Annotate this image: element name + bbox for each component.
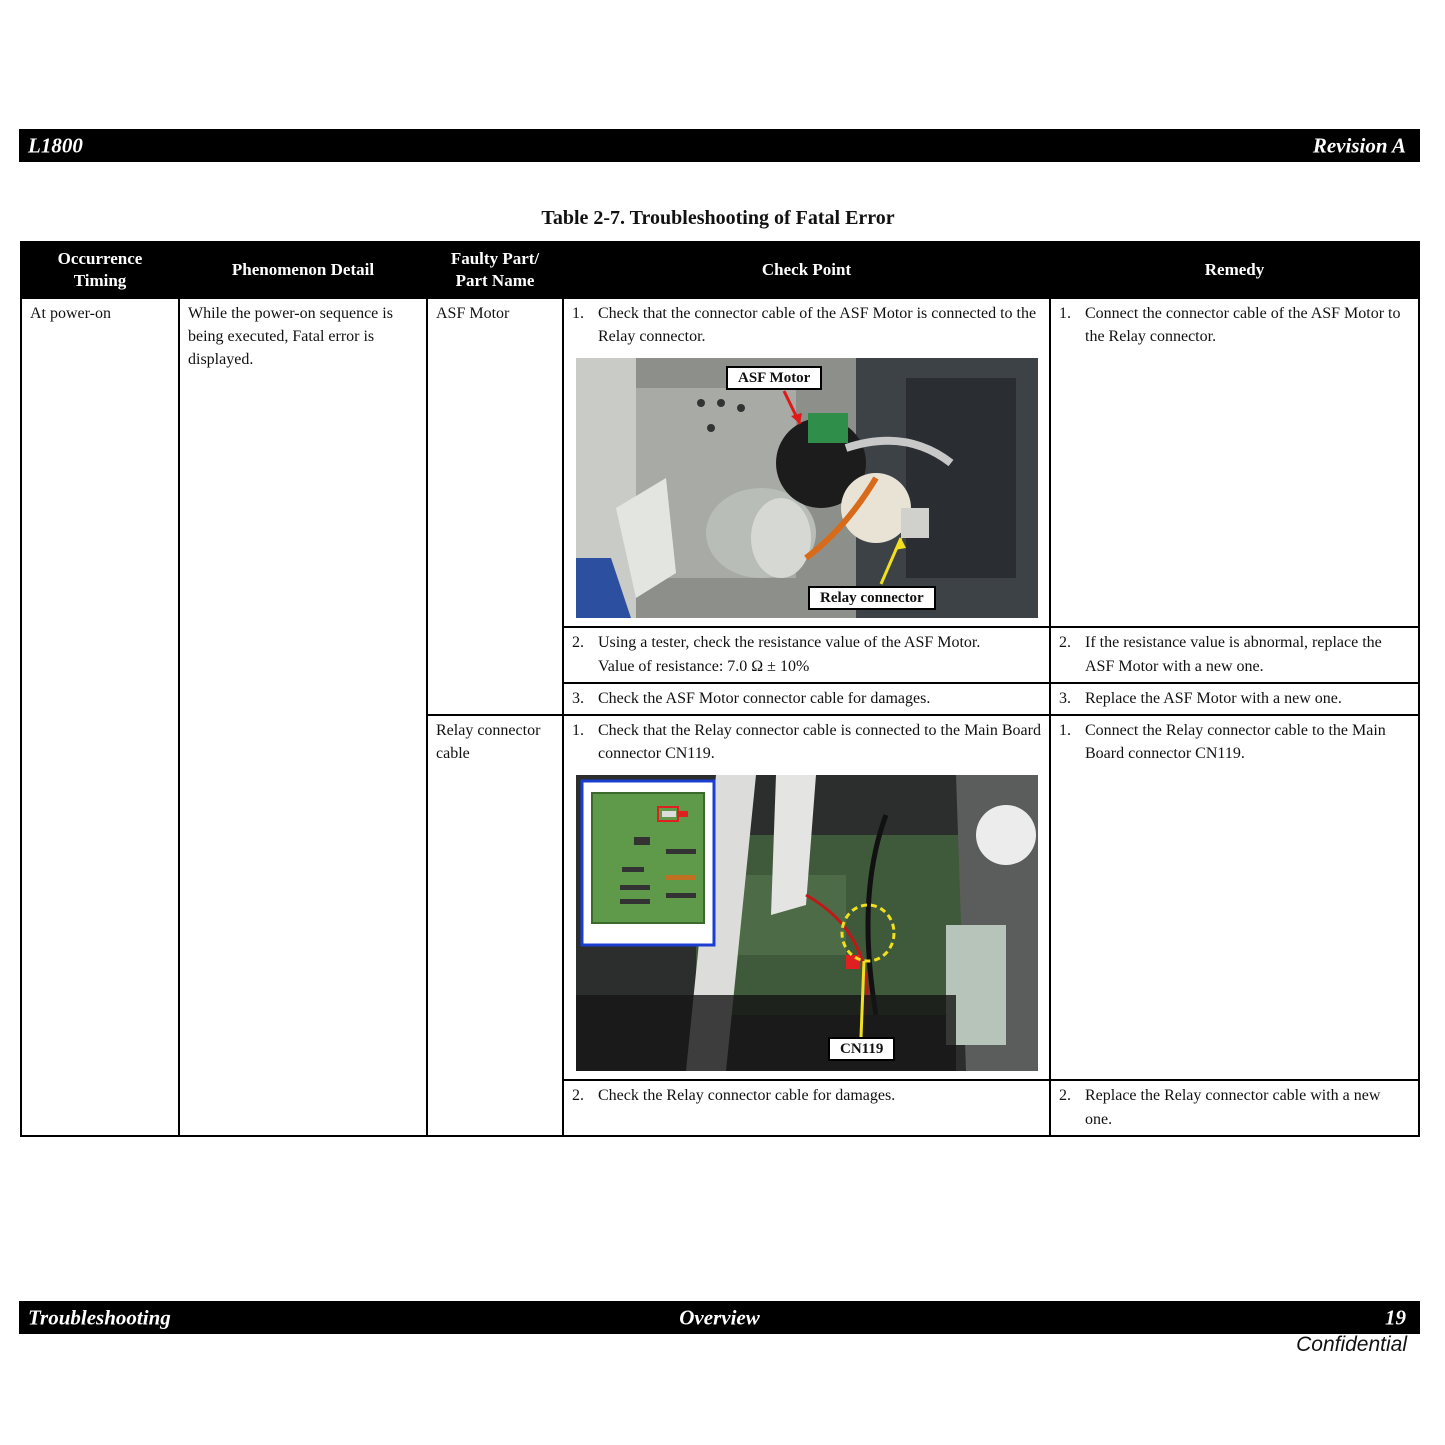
list-number: 2. (1059, 634, 1071, 652)
check-point-text: Check that the Relay connector cable is connected to the Main Board connector CN119. (598, 721, 1041, 763)
cn119-callout: CN119 (828, 1037, 895, 1061)
remedy-cell (1050, 627, 1419, 682)
fatal-error-table (20, 241, 1420, 1137)
remedy-text: Replace the Relay connector cable with a new one. (1085, 1087, 1381, 1128)
subsection-name: Overview (679, 1305, 760, 1329)
check-point-text: Using a tester, check the resistance value of the ASF Motor. (598, 634, 981, 652)
main-board-photo (576, 775, 1038, 1071)
table-caption: Table 2-7. Troubleshooting of Fatal Error (541, 207, 895, 229)
resistance-value: Value of resistance: 7.0 Ω ± 10% (598, 657, 810, 675)
page-number: 19 (1385, 1305, 1406, 1329)
occurrence-timing-cell: At power-on (21, 298, 179, 1136)
list-number: 3. (1059, 689, 1071, 707)
relay-connector-callout: Relay connector (808, 586, 936, 610)
table-row (21, 298, 1419, 627)
remedy-cell (1050, 715, 1419, 1080)
check-point-cell (563, 683, 1050, 715)
list-number: 1. (572, 305, 584, 322)
check-point-cell (563, 1080, 1050, 1135)
col-faulty-part (427, 242, 563, 298)
page-footer-bar (19, 1301, 1420, 1334)
remedy-cell (1050, 298, 1419, 627)
faulty-part-relay-connector-cable: Relay connector cable (427, 715, 563, 1136)
check-point-text: Check that the connector cable of the ASF Motor is connected to the Relay connector. (598, 305, 1037, 346)
list-number: 3. (572, 689, 584, 707)
confidential-label: Confidential (1296, 1333, 1407, 1356)
phenomenon-detail-cell: While the power-on sequence is being executed, Fatal error is displayed. (179, 298, 427, 1136)
asf-motor-callout: ASF Motor (726, 366, 822, 390)
col-remedy: Remedy (1050, 242, 1419, 298)
col-phenomenon-detail: Phenomenon Detail (179, 242, 427, 298)
check-point-cell (563, 298, 1050, 627)
remedy-text: If the resistance value is abnormal, replace the ASF Motor with a new one. (1085, 634, 1382, 675)
remedy-cell (1050, 683, 1419, 715)
remedy-text: Connect the connector cable of the ASF Motor to the Relay connector. (1085, 305, 1401, 346)
col-occurrence-timing (21, 242, 179, 298)
main-board-photo-image (576, 775, 1038, 1071)
remedy-text: Replace the ASF Motor with a new one. (1085, 689, 1342, 707)
list-number: 1. (572, 721, 584, 739)
remedy-text: Connect the Relay connector cable to the Main Board connector CN119. (1085, 721, 1386, 763)
col-faulty-part-line1: Faulty Part/ (450, 248, 540, 268)
check-point-cell (563, 627, 1050, 682)
list-number: 1. (1059, 305, 1071, 322)
asf-motor-photo-image (576, 358, 1038, 618)
check-point-cell (563, 715, 1050, 1080)
list-number: 1. (1059, 721, 1071, 739)
list-number: 2. (1059, 1087, 1071, 1105)
page-header-bar (19, 129, 1420, 162)
asf-motor-photo (576, 358, 1038, 618)
faulty-part-asf-motor: ASF Motor (427, 298, 563, 715)
col-check-point: Check Point (563, 242, 1050, 298)
col-faulty-part-line2: Part Name (455, 271, 535, 290)
check-point-text: Check the Relay connector cable for damages. (598, 1087, 896, 1105)
section-name: Troubleshooting (28, 1305, 171, 1329)
list-number: 2. (572, 634, 584, 652)
check-point-text: Check the ASF Motor connector cable for damages. (598, 689, 931, 707)
table-header-row (21, 242, 1419, 298)
list-number: 2. (572, 1087, 584, 1105)
model-name: L1800 (28, 133, 83, 157)
revision-label: Revision A (1312, 133, 1406, 157)
col-occurrence-timing-line2: Timing (73, 271, 127, 290)
remedy-cell (1050, 1080, 1419, 1135)
col-occurrence-timing-line1: Occurrence (57, 248, 143, 268)
